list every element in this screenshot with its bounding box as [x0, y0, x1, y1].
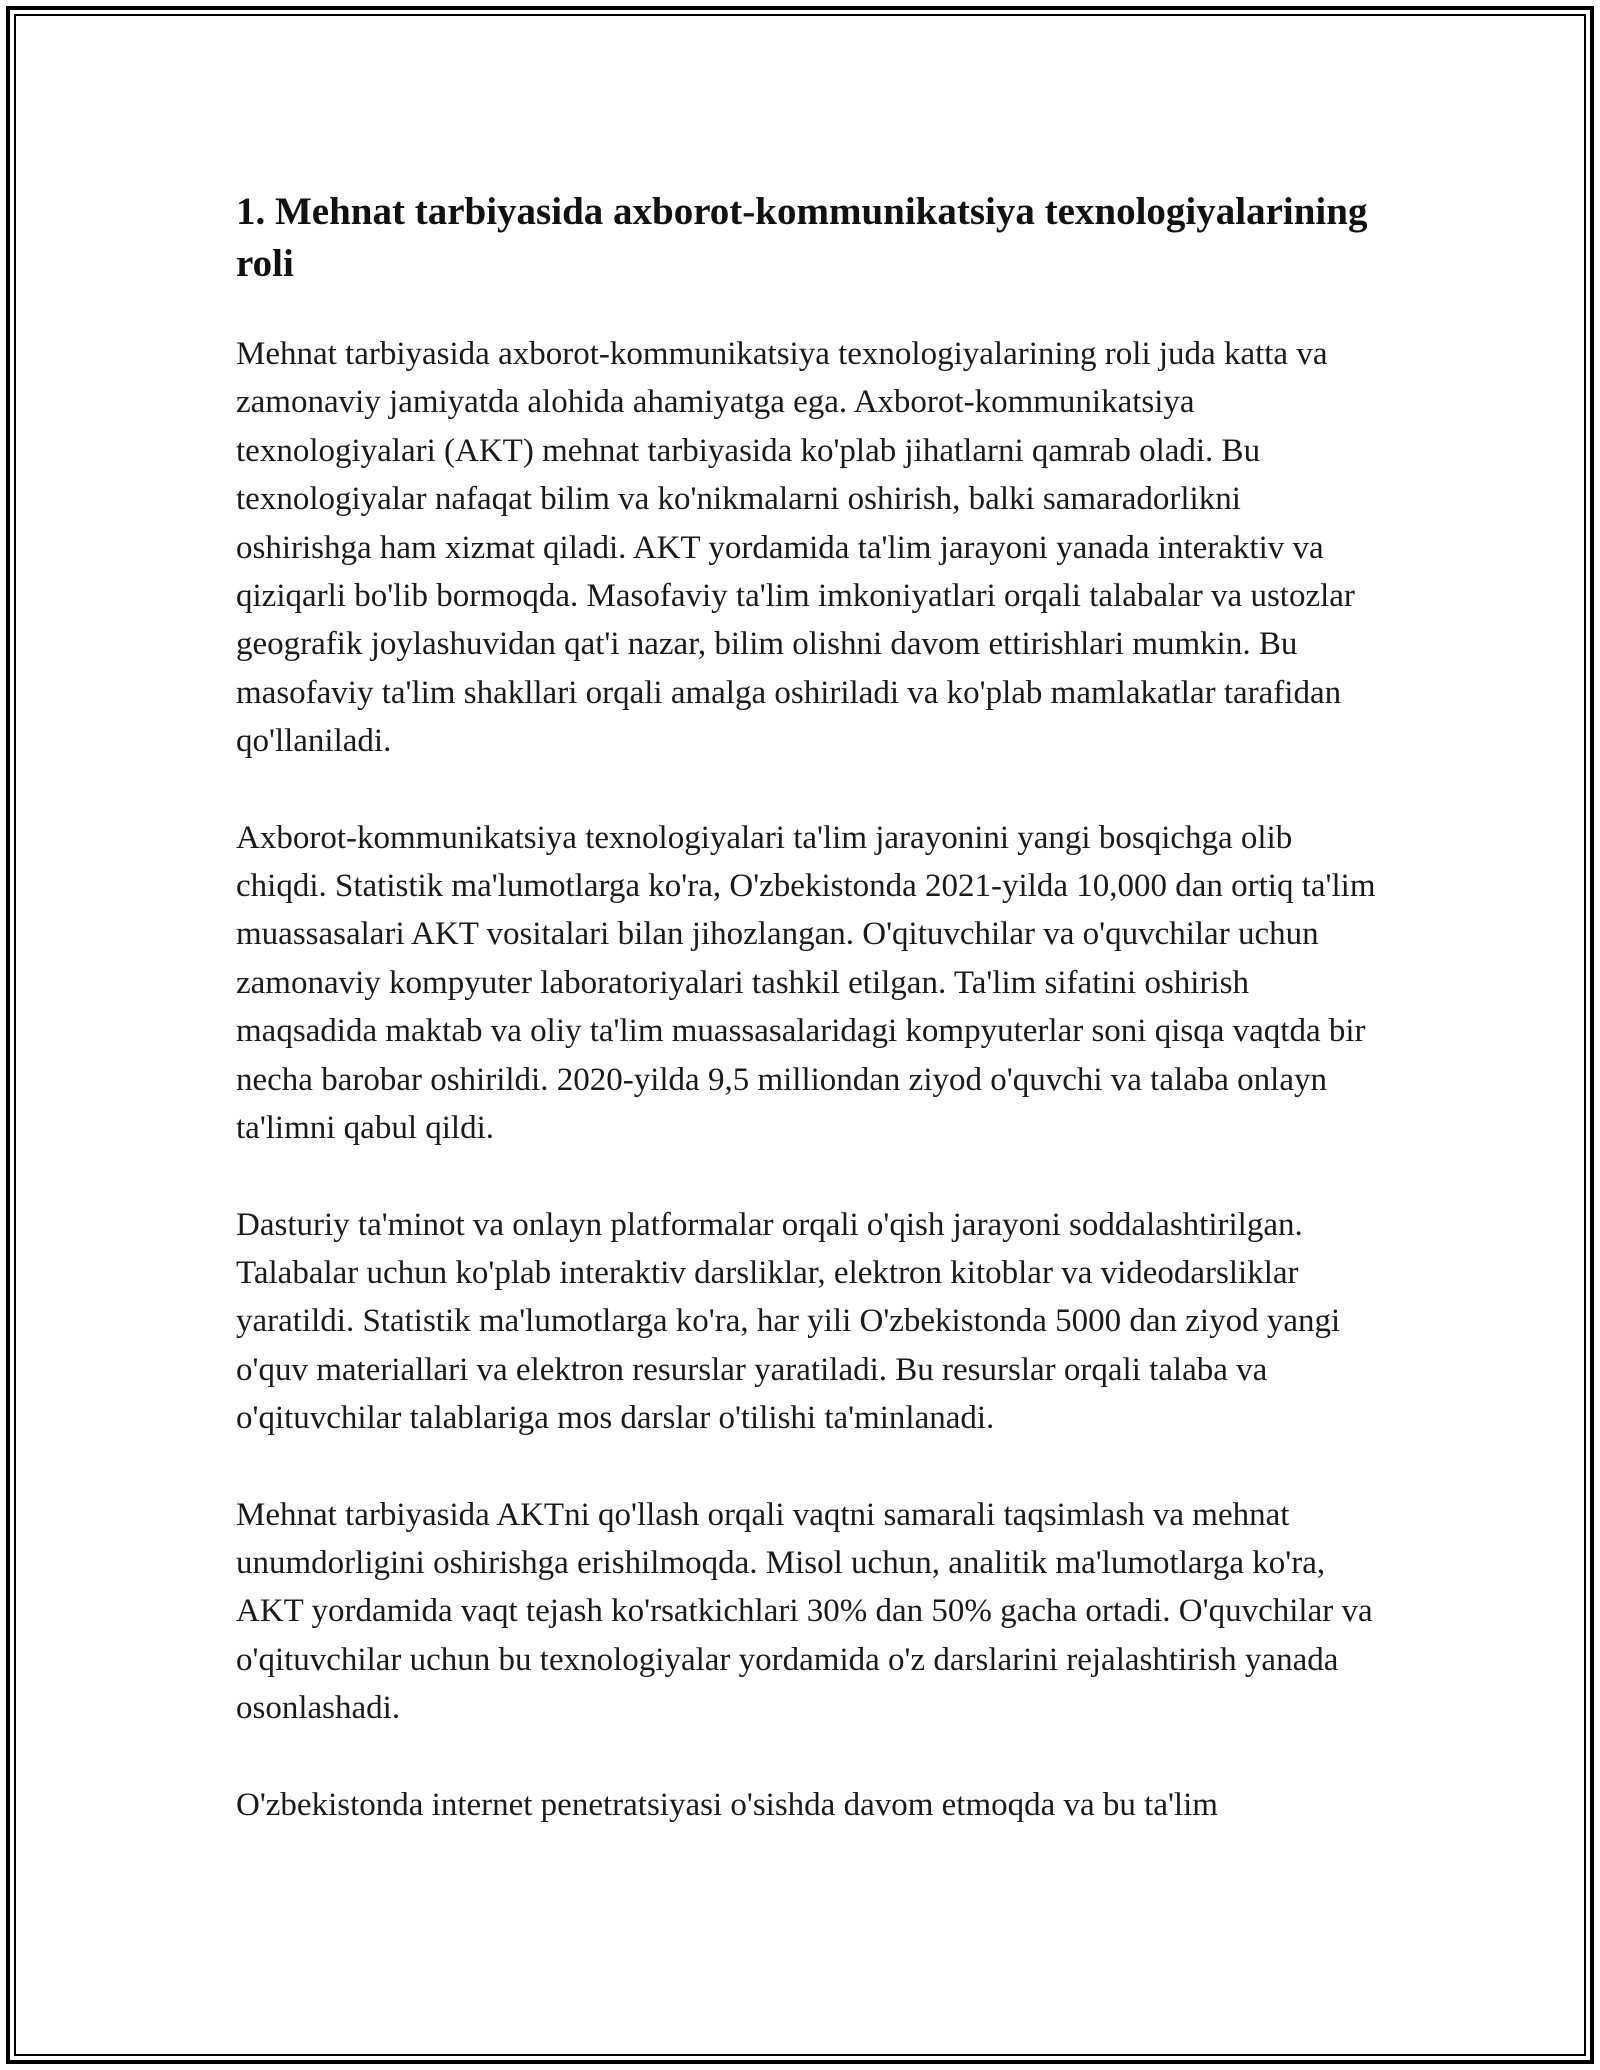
paragraph-5: O'zbekistonda internet penetratsiyasi o'sishda davom etmoqda va bu ta'lim: [236, 1786, 1218, 1823]
paragraph-3: Dasturiy ta'minot va onlayn platformalar orqali o'qish jarayoni soddalashtirilgan. Talabalar uchun ko'plab interaktiv darsliklar, elektron kitoblar va videodarsliklar yaratildi. Statistik ma'lumotlarga ko'ra, har yili O'zbekistonda 5000 dan ziyod yangi o'quv materiallari va elektron resurslar yaratiladi. Bu resurslar orqali talaba va o'qituvchilar talablariga mos darslar o'tilishi ta'minlanadi.: [236, 1206, 1341, 1437]
section-title: 1. Mehnat tarbiyasida axborot-kommunikatsiya texnologiyalarining roli: [236, 190, 1368, 285]
paragraph-2: Axborot-kommunikatsiya texnologiyalari ta'lim jarayonini yangi bosqichga olib chiqdi. Statistik ma'lumotlarga ko'ra, O'zbekistonda 2021-yilda 10,000 dan ortiq ta'lim muassasalari AKT vositalari bilan jihozlangan. O'qituvchilar va o'quvchilar uchun zamonaviy kompyuter laboratoriyalari tashkil etilgan. Ta'lim sifatini oshirish maqsadida maktab va oliy ta'lim muassasalaridagi kompyuterlar soni qisqa vaqtda bir necha barobar oshirildi. 2020-yilda 9,5 milliondan ziyod o'quvchi va talaba onlayn ta'limni qabul qildi.: [236, 819, 1376, 1147]
paragraph-1: Mehnat tarbiyasida axborot-kommunikatsiya texnologiyalarining roli juda katta va zamonaviy jamiyatda alohida ahamiyatga ega. Axborot-kommunikatsiya texnologiyalari (AKT) mehnat tarbiyasida ko'plab jihatlarni qamrab oladi. Bu texnologiyalar nafaqat bilim va ko'nikmalarni oshirish, balki samaradorlikni oshirishga ham xizmat qiladi. AKT yordamida ta'lim jarayoni yanada interaktiv va qiziqarli bo'lib bormoqda. Masofaviy ta'lim imkoniyatlari orqali talabalar va ustozlar geografik joylashuvidan qat'i nazar, bilim olishni davom ettirishlari mumkin. Bu masofaviy ta'lim shakllari orqali amalga oshiriladi va ko'plab mamlakatlar tarafidan qo'llaniladi.: [236, 336, 1355, 760]
paragraph-4: Mehnat tarbiyasida AKTni qo'llash orqali vaqtni samarali taqsimlash va mehnat unumdorligini oshirishga erishilmoqda. Misol uchun, analitik ma'lumotlarga ko'ra, AKT yordamida vaqt tejash ko'rsatkichlari 30% dan 50% gacha ortadi. O'quvchilar va o'qituvchilar uchun bu texnologiyalar yordamida o'z darslarini rejalashtirish yanada osonlashadi.: [236, 1496, 1373, 1727]
document-body: [236, 186, 1376, 1877]
